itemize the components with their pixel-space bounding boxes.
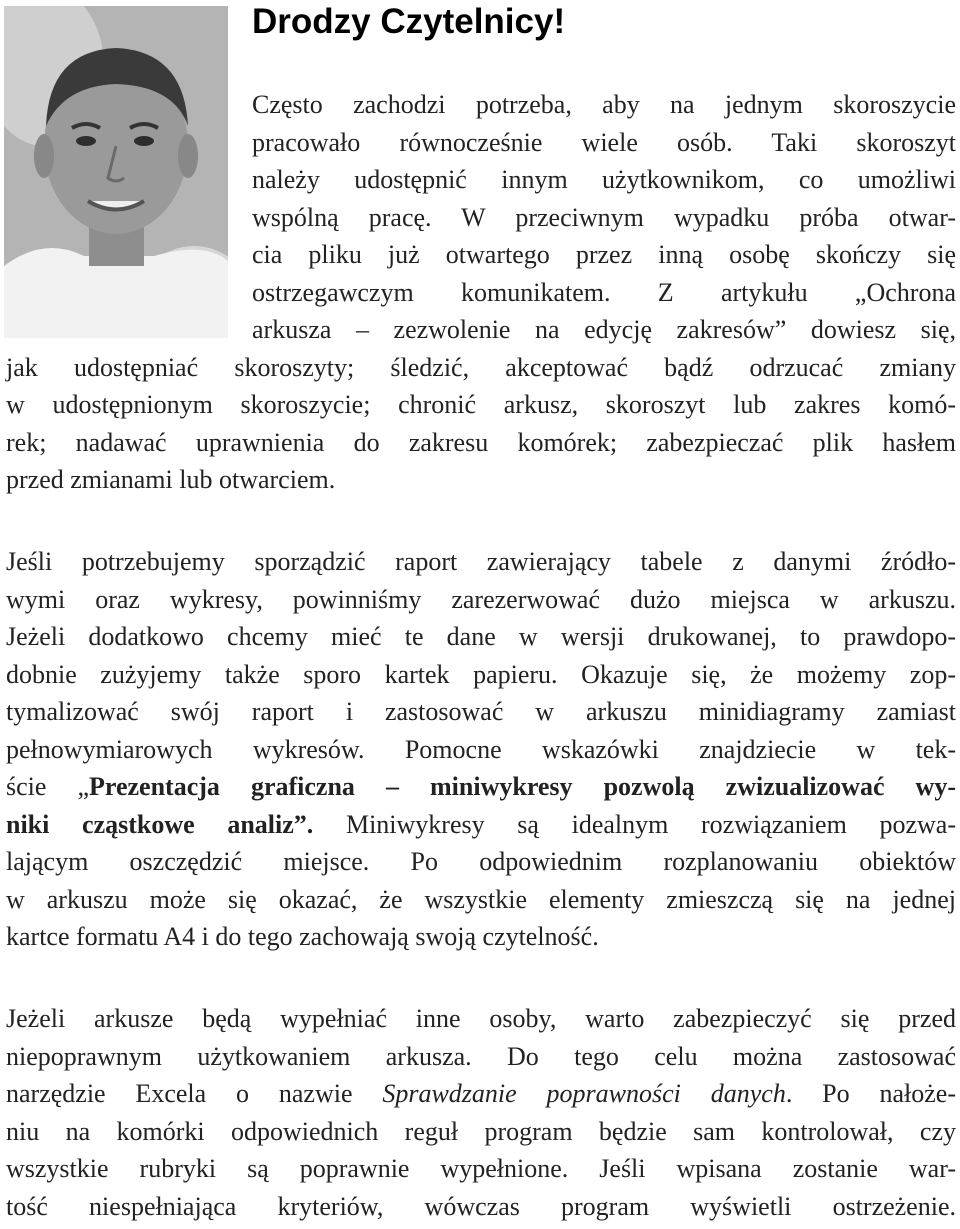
text-line: wspólną pracę. W przeciwnym wypadku próba otwar- [252, 202, 956, 232]
author-photo [4, 6, 228, 338]
text-line: Często zachodzi potrzeba, aby na jednym skoroszycie [252, 90, 956, 119]
text-line: wszystkie rubryki są poprawnie wypełnione. Jeśli wpisana zostanie war- [6, 1154, 956, 1183]
article-title-bold: niki cząstkowe analiz”. [6, 809, 314, 839]
text-line: wymi oraz wykresy, powinniśmy zarezerwować dużo miejsca w arkuszu. [6, 584, 956, 614]
article-title-bold: Prezentacja graficzna – miniwykresy pozwolą zwizualizować wy- [89, 772, 956, 801]
text-span: ście „ [6, 772, 90, 801]
text-line [6, 806, 956, 844]
text-line: Jeżeli arkusze będą wypełniać inne osoby, warto zabezpieczyć się przed [6, 1004, 956, 1033]
text-line: przed zmianami lub otwarciem. [6, 465, 336, 494]
text-line: Jeżeli dodatkowo chcemy mieć te dane w wersji drukowanej, to prawdopo- [6, 622, 956, 651]
text-line: niepoprawnym użytkowaniem arkusza. Do tego celu można zastosować [6, 1041, 956, 1071]
text-line: tość niespełniająca kryteriów, wówczas program wyświetli ostrzeżenie. [6, 1191, 956, 1221]
text-line: w udostępnionym skoroszycie; chronić arkusz, skoroszyt lub zakres komó- [6, 390, 956, 419]
text-line: rek; nadawać uprawnienia do zakresu komórek; zabezpieczać plik hasłem [6, 427, 956, 457]
text-line: Jeśli potrzebujemy sporządzić raport zawierający tabele z danymi źródło- [6, 547, 956, 576]
text-line: niu na komórki odpowiednich reguł program będzie sam kontrolował, czy [6, 1116, 956, 1146]
text-span: Miniwykresy są idealnym rozwiązaniem pozwa- [313, 809, 956, 839]
text-line: tymalizować swój raport i zastosować w arkuszu minidiagramy zamiast [6, 697, 956, 726]
text-line: pracowało równocześnie wiele osób. Taki skoroszyt [252, 127, 956, 157]
text-line [6, 768, 956, 806]
text-line: dobnie zużyjemy także sporo kartek papieru. Okazuje się, że możemy zop- [6, 659, 956, 689]
text-line: jak udostępniać skoroszyty; śledzić, akceptować bądź odrzucać zmiany [6, 352, 956, 382]
text-line: cia pliku już otwartego przez inną osobę skończy się [252, 240, 956, 269]
text-span: . Po nałoże- [785, 1079, 956, 1108]
portrait-image [4, 6, 228, 338]
text-line: pełnowymiarowych wykresów. Pomocne wskazówki znajdziecie w tek- [6, 734, 956, 764]
feature-name-italic: Sprawdzanie poprawności danych [382, 1079, 786, 1108]
text-line: kartce formatu A4 i do tego zachowają swoją czytelność. [6, 922, 599, 951]
text-line: ostrzegawczym komunikatem. Z artykułu „Ochrona [252, 277, 956, 307]
text-line [6, 1075, 956, 1113]
text-line: w arkuszu może się okazać, że wszystkie elementy zmieszczą się na jednej [6, 884, 956, 914]
page-title: Drodzy Czytelnicy! [252, 2, 566, 41]
text-line: arkusza – zezwolenie na edycję zakresów” dowiesz się, [252, 315, 956, 344]
text-span: narzędzie Excela o nazwie [6, 1079, 383, 1108]
text-line: należy udostępnić innym użytkownikom, co umożliwi [252, 165, 956, 194]
text-line: lającym oszczędzić miejsce. Po odpowiednim rozplanowaniu obiektów [6, 847, 956, 876]
